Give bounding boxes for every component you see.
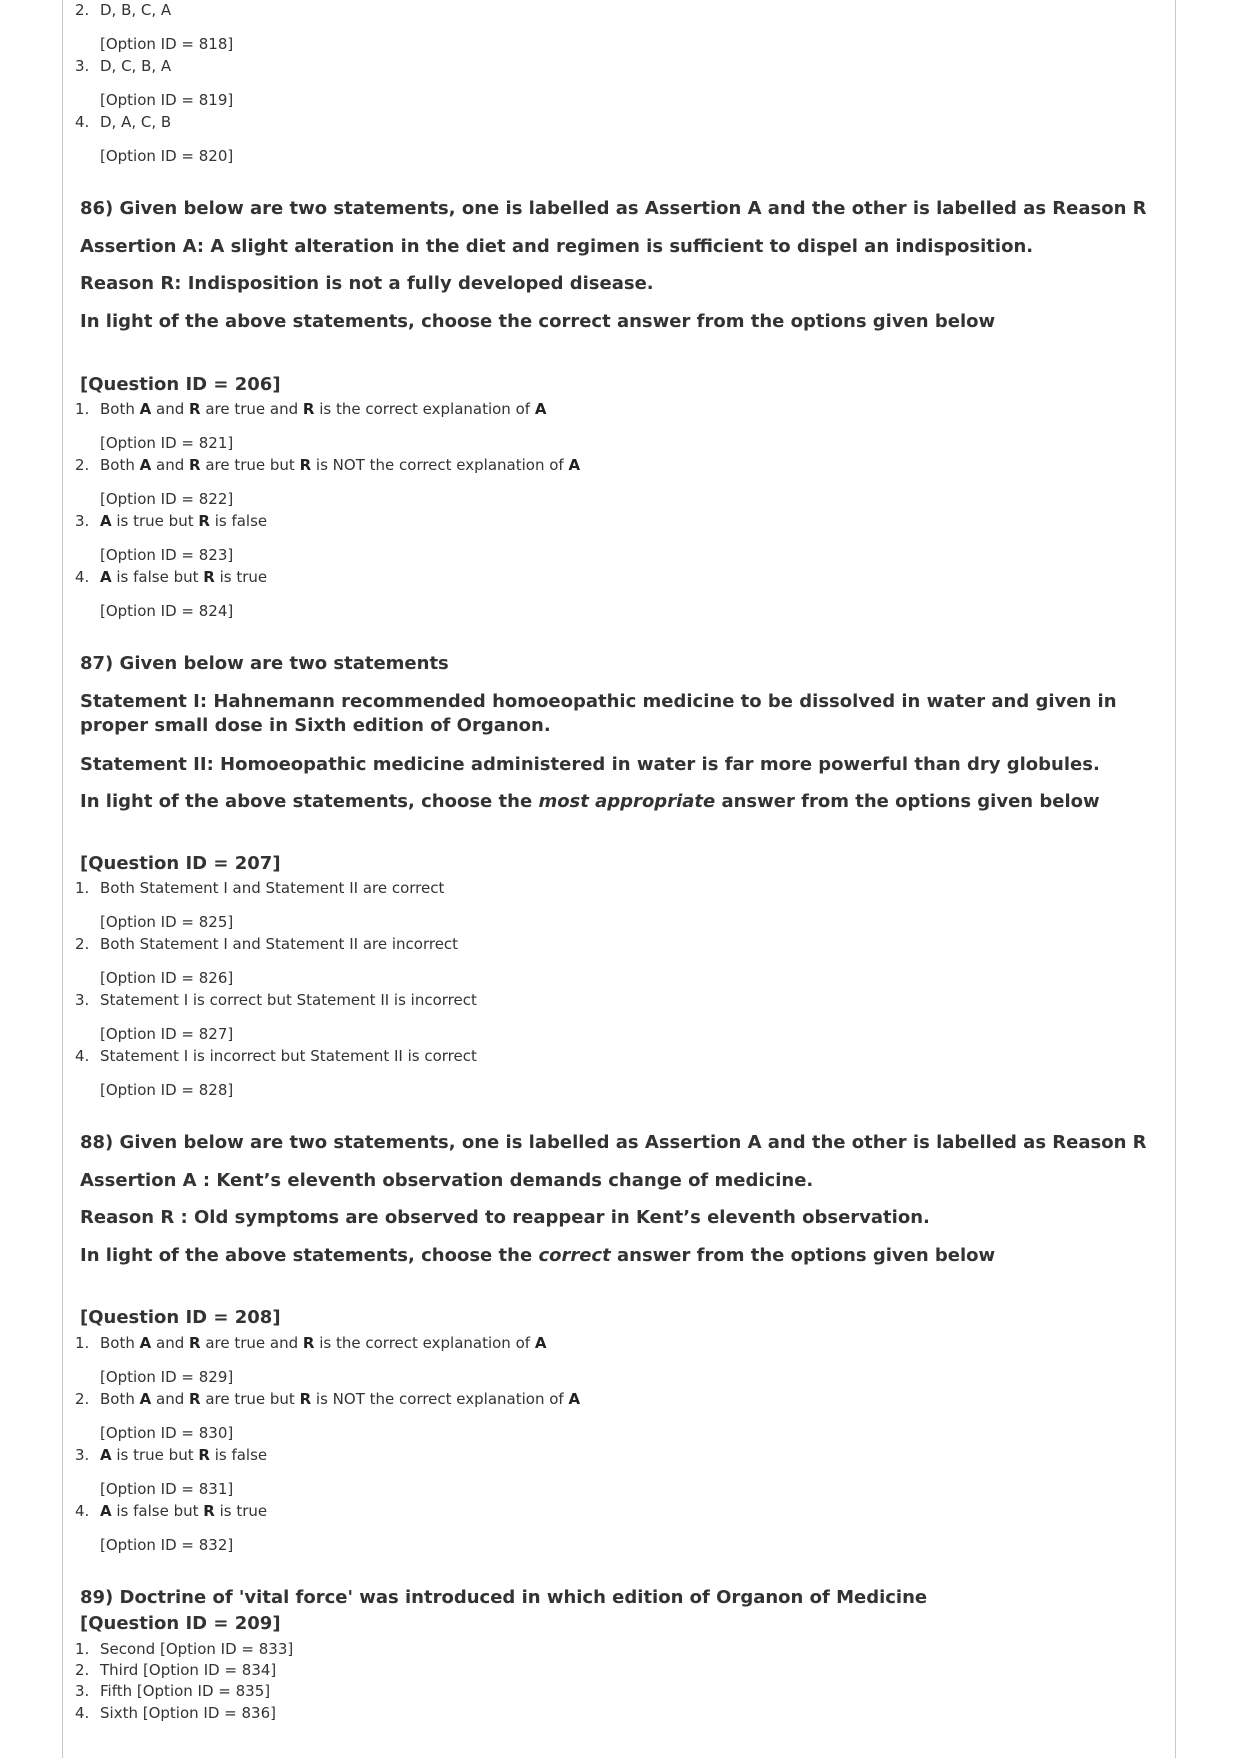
q86-assertion: Assertion A: A slight alteration in the diet and regimen is sufficient to dispel an indisposition. — [80, 236, 1034, 257]
q86-option-3: 3. A is true but R is false — [75, 512, 268, 530]
q87-option-3: 3. Statement I is correct but Statement II is incorrect — [75, 991, 477, 1009]
q89-option-2: 2. Third [Option ID = 834] — [75, 1661, 277, 1679]
q89-option-3: 3. Fifth [Option ID = 835] — [75, 1682, 271, 1700]
q87-option-1-id: [Option ID = 825] — [100, 913, 234, 931]
q86-option-1: 1. Both A and R are true and R is the correct explanation of A — [75, 400, 547, 418]
q88-option-3-id: [Option ID = 831] — [100, 1480, 234, 1498]
q87-option-4-id: [Option ID = 828] — [100, 1081, 234, 1099]
q89-question-id: [Question ID = 209] — [80, 1613, 281, 1634]
q88-instruction: In light of the above statements, choose the correct answer from the options given below — [80, 1245, 996, 1266]
q87-question-id: [Question ID = 207] — [80, 853, 281, 874]
q86-option-2: 2. Both A and R are true but R is NOT the correct explanation of A — [75, 456, 581, 474]
q88-question-id: [Question ID = 208] — [80, 1307, 281, 1328]
q87-option-1: 1. Both Statement I and Statement II are correct — [75, 879, 445, 897]
q88-option-2: 2. Both A and R are true but R is NOT the correct explanation of A — [75, 1390, 581, 1408]
q88-option-2-id: [Option ID = 830] — [100, 1424, 234, 1442]
q86-option-2-id: [Option ID = 822] — [100, 490, 234, 508]
q87-statement-1: Statement I: Hahnemann recommended homoeopathic medicine to be dissolved in water and given in proper small dose in Sixth edition of Organon. — [80, 691, 1117, 736]
q85-option-2: 2. D, B, C, A — [75, 1, 172, 19]
q88-option-4-id: [Option ID = 832] — [100, 1536, 234, 1554]
q86-title: 86) Given below are two statements, one is labelled as Assertion A and the other is labelled as Reason R — [80, 198, 1147, 219]
q88-option-1: 1. Both A and R are true and R is the correct explanation of A — [75, 1334, 547, 1352]
q88-reason: Reason R : Old symptoms are observed to reappear in Kent’s eleventh observation. — [80, 1207, 930, 1228]
q86-option-1-id: [Option ID = 821] — [100, 434, 234, 452]
q85-option-4-id: [Option ID = 820] — [100, 147, 234, 165]
q87-statement-2: Statement II: Homoeopathic medicine administered in water is far more powerful than dry globules. — [80, 754, 1100, 775]
q85-option-3: 3. D, C, B, A — [75, 57, 172, 75]
q89-title: 89) Doctrine of 'vital force' was introduced in which edition of Organon of Medicine — [80, 1587, 928, 1608]
q86-option-4-id: [Option ID = 824] — [100, 602, 234, 620]
q88-option-4: 4. A is false but R is true — [75, 1502, 268, 1520]
q88-title: 88) Given below are two statements, one is labelled as Assertion A and the other is labelled as Reason R — [80, 1132, 1147, 1153]
q89-option-1: 1. Second [Option ID = 833] — [75, 1640, 294, 1658]
q87-option-2-id: [Option ID = 826] — [100, 969, 234, 987]
q86-option-3-id: [Option ID = 823] — [100, 546, 234, 564]
q87-option-2: 2. Both Statement I and Statement II are incorrect — [75, 935, 459, 953]
q88-assertion: Assertion A : Kent’s eleventh observation demands change of medicine. — [80, 1170, 814, 1191]
q86-question-id: [Question ID = 206] — [80, 374, 281, 395]
q88-option-1-id: [Option ID = 829] — [100, 1368, 234, 1386]
q87-instruction: In light of the above statements, choose the most appropriate answer from the options given below — [80, 791, 1100, 812]
q87-option-3-id: [Option ID = 827] — [100, 1025, 234, 1043]
q87-title: 87) Given below are two statements — [80, 653, 449, 674]
q85-option-2-id: [Option ID = 818] — [100, 35, 234, 53]
q85-option-3-id: [Option ID = 819] — [100, 91, 234, 109]
q86-reason: Reason R: Indisposition is not a fully developed disease. — [80, 273, 654, 294]
q86-instruction: In light of the above statements, choose the correct answer from the options given below — [80, 311, 996, 332]
q86-option-4: 4. A is false but R is true — [75, 568, 268, 586]
q89-option-4: 4. Sixth [Option ID = 836] — [75, 1704, 276, 1722]
q88-option-3: 3. A is true but R is false — [75, 1446, 268, 1464]
q87-option-4: 4. Statement I is incorrect but Statement II is correct — [75, 1047, 477, 1065]
q85-option-4: 4. D, A, C, B — [75, 113, 172, 131]
